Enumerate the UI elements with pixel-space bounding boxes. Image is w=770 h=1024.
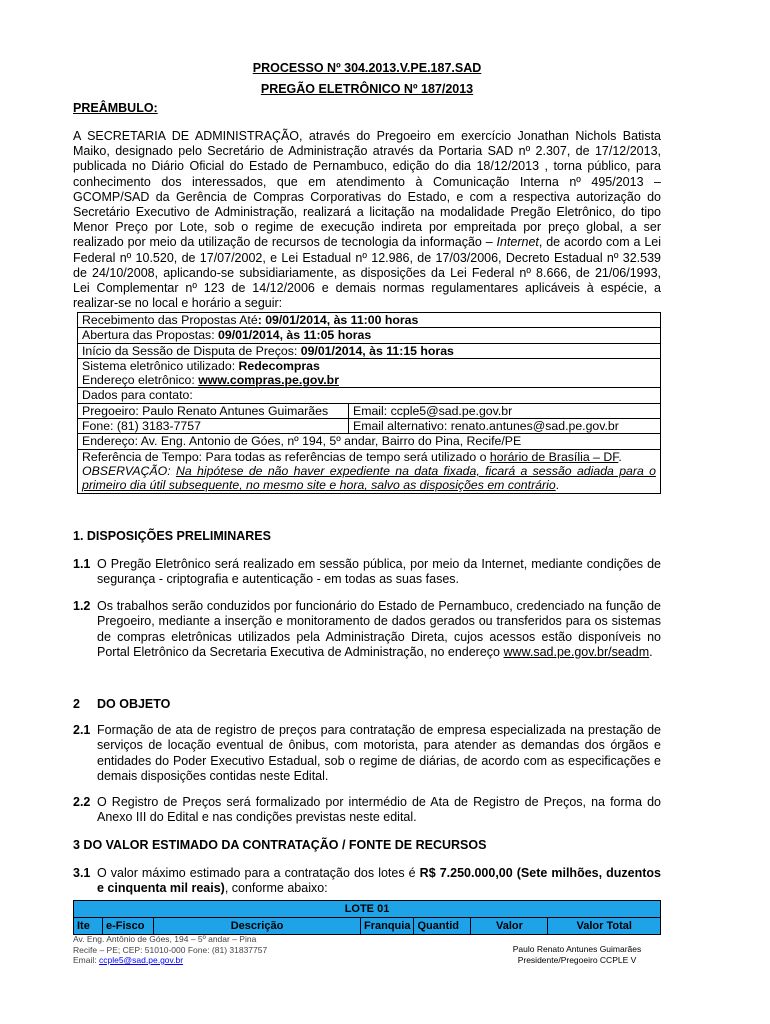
preambulo-heading: PREÂMBULO:	[73, 101, 158, 115]
lote-title: LOTE 01	[74, 901, 661, 918]
abertura-value: 09/01/2014, às 11:05 horas	[218, 328, 372, 343]
item-number: 1.2	[73, 599, 91, 613]
footer-email-line	[73, 955, 267, 966]
preambulo-internet: Internet	[496, 235, 539, 250]
recebimento-label: Recebimento das Propostas Até	[82, 313, 258, 327]
col-valor-total: Valor Total	[548, 918, 661, 935]
col-descricao: Descrição	[154, 918, 361, 935]
section2-title: DO OBJETO	[97, 697, 171, 711]
footer-email-link[interactable]: ccple5@sad.pe.gov.br	[98, 955, 184, 965]
section2-item-2	[73, 795, 661, 826]
item-number: 1.1	[73, 557, 91, 571]
recebimento-row	[78, 313, 661, 328]
item-text	[97, 866, 661, 897]
item-text: O Pregão Eletrônico será realizado em sessão pública, por meio da Internet, mediante condições de segurança - criptografia e autenticação - em todas as suas fases.	[97, 557, 661, 587]
section1-item-2	[73, 599, 661, 660]
section3-heading: 3 DO VALOR ESTIMADO DA CONTRATAÇÃO / FONTE DE RECURSOS	[73, 838, 487, 852]
footer-address-line2: Recife – PE; CEP: 51010-000 Fone: (81) 31837757	[73, 944, 268, 955]
item-text-end: .	[649, 644, 653, 659]
observacao-text: Na hipótese de não haver expediente na data fixada, ficará a sessão adiada para o primeiro dia útil subsequente, no mesmo site e hora, salvo as disposições em contrário	[82, 463, 656, 493]
section2-item-1	[73, 723, 661, 784]
fone-cell: Fone: (81) 3183-7757	[78, 419, 349, 434]
section3-item-1	[73, 866, 661, 897]
col-efisco: e-Fisco	[103, 918, 154, 935]
referencia-text: Referência de Tempo: Para todas as referências de tempo será utilizado o	[82, 449, 490, 464]
item-text-end: , conforme abaixo:	[224, 881, 328, 896]
col-quantidade: Quantid	[414, 918, 471, 935]
lote-table	[73, 900, 661, 935]
item-text-body: O valor máximo estimado para a contratação dos lotes é	[97, 866, 420, 880]
section2-number: 2	[73, 697, 80, 711]
endereco-eletronico-label: Endereço eletrônico:	[82, 373, 199, 388]
preambulo-body-end: , de acordo com a Lei Federal nº 10.520, de 17/07/2002, e Lei Estadual nº 12.986, de 17/03/2006, Decreto Estadual nº 32.539 de 24/10/2008, aplicando-se subsidiariamente, as disposições da Lei Federal nº 8.666, de 21/06/1993, Lei Complementar nº 123 de 14/12/2006 e demais normas regulamentares aplicáveis à espécie, a realizar-se no local e horário a seguir:	[73, 235, 661, 311]
col-valor: Valor	[471, 918, 548, 935]
sistema-label: Sistema eletrônico utilizado:	[82, 358, 239, 373]
pregoeiro-cell: Pregoeiro: Paulo Renato Antunes Guimarães	[78, 403, 349, 418]
email-cell: Email: ccple5@sad.pe.gov.br	[349, 403, 661, 418]
footer-email-label: Email:	[73, 955, 99, 965]
col-franquia: Franquia	[361, 918, 414, 935]
item-text: O Registro de Preços será formalizado por intermédio de Ata de Registro de Preços, na forma do Anexo III do Edital e nas condições previstas neste edital.	[97, 795, 661, 825]
session-info-table	[77, 312, 661, 494]
preambulo-body: A SECRETARIA DE ADMINISTRAÇÃO, através do Pregoeiro em exercício Jonathan Nichols Batista Maiko, designado pelo Secretário de Administração através da Portaria SAD nº 2.307, de 17/12/2013, publicada no Diário Oficial do Estado de Pernambuco, edição do dia 18/12/2013 , torna público, para conhecimento dos interessados, que em atendimento à Comunicação Interna nº 495/2013 – GCOMP/SAD da Gerência de Compras Corporativas do Estado, e com a respectiva autorização do Secretário Executivo de Administração, realizará a licitação na modalidade Pregão Eletrônico, do tipo Menor Preço por Lote, sob o regime de execução indireta por empreitada por preço global, a ser realizado por meio da utilização de recursos de tecnologia da informação –	[73, 129, 661, 250]
footer-address	[73, 934, 267, 966]
col-item: Ite	[74, 918, 103, 935]
horario-brasilia: horário de Brasília – DF	[489, 449, 619, 464]
item-text: Formação de ata de registro de preços para contratação de empresa especializada na prestação de serviços de locação eventual de ônibus, com motorista, para atender as demandas dos órgãos e entidades do Poder Executivo Estadual, sob o regime de diárias, de acordo com as especificações e demais disposições contidas neste Edital.	[97, 723, 661, 783]
abertura-label: Abertura das Propostas:	[82, 328, 219, 343]
footer-signature	[477, 944, 677, 965]
item-text-body: Os trabalhos serão conduzidos por funcionário do Estado de Pernambuco, credenciado na função de Pregoeiro, mediante a inserção e monitoramento de dados gerados ou transferidos para os sistemas de compras eletrônicas utilizados pela Administração Direta, cujos acessos estão disponíveis no Portal Eletrônico da Secretaria Executiva de Administração, no endereço	[97, 599, 661, 659]
inicio-row	[78, 343, 661, 358]
section2-heading	[73, 697, 661, 711]
email-alt-cell: Email alternativo: renato.antunes@sad.pe.gov.br	[349, 419, 661, 434]
observacao-label: OBSERVAÇÃO:	[82, 463, 176, 478]
inicio-value: 09/01/2014, às 11:15 horas	[300, 343, 454, 358]
endereco-row: Endereço: Av. Eng. Antonio de Góes, nº 194, 5º andar, Bairro do Pina, Recife/PE	[78, 434, 661, 449]
section1-item-1	[73, 557, 661, 588]
item-number: 2.2	[73, 795, 91, 809]
signer-role: Presidente/Pregoeiro CCPLE V	[517, 954, 637, 965]
item-text	[97, 599, 661, 660]
referencia-row	[78, 449, 661, 493]
inicio-label: Início da Sessão de Disputa de Preços:	[82, 343, 301, 358]
item-number: 2.1	[73, 723, 91, 737]
referencia-end: .	[618, 449, 622, 464]
section1-heading: 1. DISPOSIÇÕES PRELIMINARES	[73, 529, 271, 543]
signer-name: Paulo Renato Antunes Guimarães	[512, 944, 642, 954]
dados-contato-row: Dados para contato:	[78, 388, 661, 403]
compras-link[interactable]: www.compras.pe.gov.br	[198, 373, 339, 388]
seadm-link[interactable]: www.sad.pe.gov.br/seadm	[503, 644, 650, 659]
sistema-value: Redecompras	[238, 358, 320, 373]
pregao-title: PREGÃO ELETRÔNICO Nº 187/2013	[260, 82, 474, 96]
footer-address-line1: Av. Eng. Antônio de Góes, 194 – 5º andar – Pina	[73, 934, 257, 944]
processo-title: PROCESSO Nº 304.2013.V.PE.187.SAD	[252, 61, 482, 75]
sistema-row	[78, 358, 661, 388]
recebimento-value: : 09/01/2014, às 11:00 horas	[257, 313, 419, 327]
item-number: 3.1	[73, 866, 91, 880]
observacao-end: .	[555, 478, 560, 493]
preambulo-text	[73, 129, 661, 311]
valor-maximo: R$ 7.250.000,00 (Sete milhões, duzentos e cinquenta mil reais)	[97, 866, 661, 896]
abertura-row	[78, 328, 661, 343]
